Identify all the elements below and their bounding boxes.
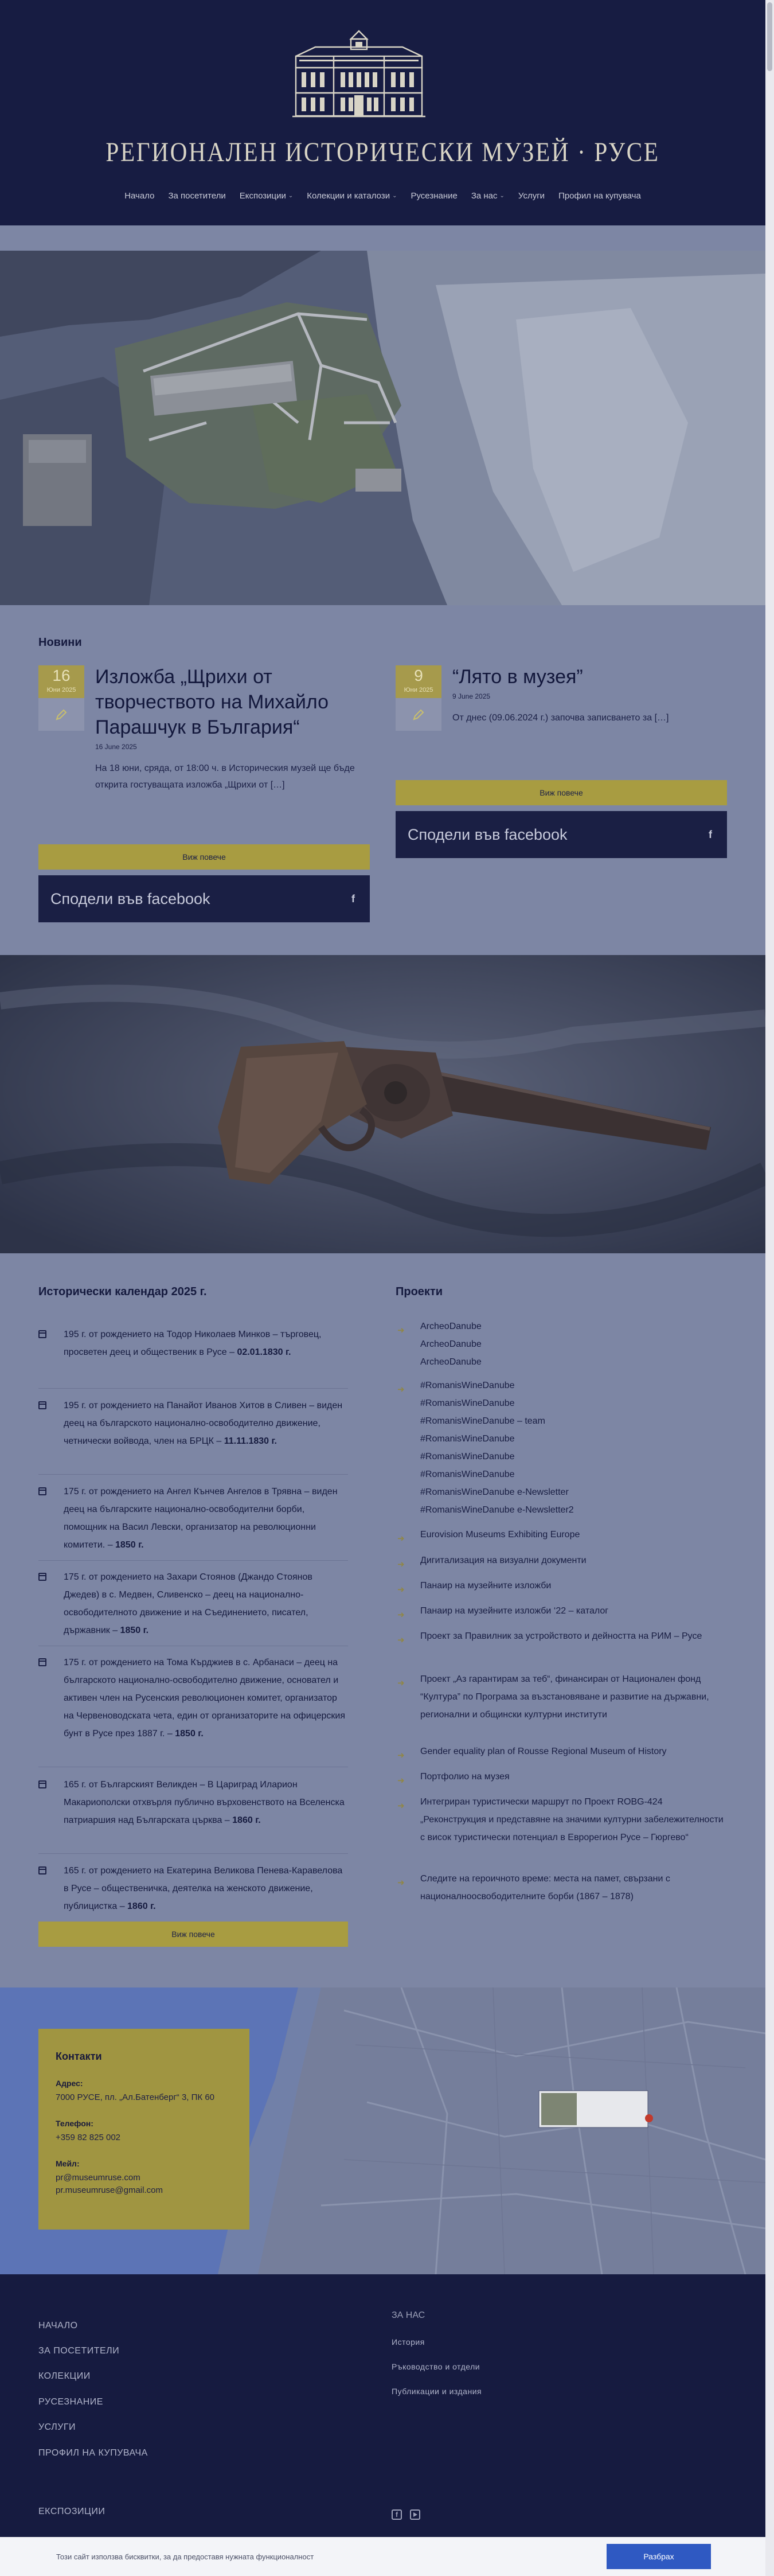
post-month: Юни 2025 bbox=[404, 687, 433, 693]
facebook-share-button[interactable] bbox=[396, 811, 727, 858]
arrow-right-icon: ➜ bbox=[397, 1385, 405, 1394]
calendar-date: 02.01.1830 г. bbox=[237, 1347, 291, 1357]
calendar-icon bbox=[38, 1330, 46, 1338]
arrow-right-icon: ➜ bbox=[397, 1878, 405, 1888]
project-item[interactable] bbox=[397, 1768, 730, 1786]
nav-label: Профил на купувача bbox=[558, 191, 641, 201]
calendar-text: 165 г. от рождението на Екатерина Великова Пенева-Каравелова в Русе – общественичка, деятелка на женското движение, публицистка – bbox=[64, 1866, 343, 1911]
calendar-item bbox=[38, 1862, 348, 1923]
footer-link-publications[interactable]: Публикации и издания bbox=[392, 2387, 482, 2396]
email-value[interactable]: pr@museumruse.com bbox=[56, 2173, 140, 2183]
arrow-right-icon: ➜ bbox=[397, 1801, 405, 1811]
nav-label: Услуги bbox=[518, 191, 545, 201]
hero-revolver-image bbox=[0, 955, 765, 1253]
news-more-button[interactable]: Виж повече bbox=[396, 780, 727, 805]
cookie-text: Този сайт използва бисквитки, за да предоставя нужната функционалност bbox=[56, 2552, 314, 2561]
arrow-right-icon: ➜ bbox=[397, 1635, 405, 1645]
project-item[interactable] bbox=[397, 1627, 730, 1645]
scrollbar-thumb[interactable] bbox=[767, 2, 772, 71]
email-value[interactable]: pr.museumruse@gmail.com bbox=[56, 2185, 163, 2195]
hero-fortress-image bbox=[0, 251, 765, 605]
post-day: 16 bbox=[52, 667, 71, 684]
museum-building-logo[interactable] bbox=[292, 26, 425, 118]
project-link[interactable]: Gender equality plan of Rousse Regional Museum of History bbox=[420, 1747, 667, 1756]
nav-item-about[interactable] bbox=[471, 191, 505, 201]
project-item[interactable] bbox=[397, 1870, 730, 1905]
calendar-text: 195 г. от рождението на Тодор Николаев Минков – търговец, просветен деец и общественик в Русе – bbox=[64, 1330, 322, 1357]
pencil-icon bbox=[412, 708, 425, 722]
project-link[interactable]: #RomanisWineDanube bbox=[420, 1381, 515, 1390]
nav-item-buyer-profile[interactable] bbox=[558, 191, 641, 201]
footer-link-rusenology[interactable]: РУСЕЗНАНИЕ bbox=[38, 2397, 103, 2407]
chevron-down-icon: ⌄ bbox=[499, 193, 505, 199]
post-date: 16 June 2025 bbox=[95, 743, 137, 751]
project-link[interactable]: ArcheoDanube bbox=[420, 1322, 482, 1331]
project-link[interactable]: Следите на героичното време: места на памет, свързани с националноосвободителните борби (1867 – 1878) bbox=[420, 1874, 670, 1901]
calendar-date: 1850 г. bbox=[115, 1540, 144, 1550]
project-item[interactable] bbox=[397, 1602, 730, 1620]
nav-label: Начало bbox=[124, 191, 155, 201]
contacts-box bbox=[38, 2029, 249, 2230]
site-title[interactable]: РЕГИОНАЛЕН ИСТОРИЧЕСКИ МУЗЕЙ · РУСЕ bbox=[105, 137, 660, 167]
calendar-item bbox=[38, 1483, 348, 1561]
main-nav bbox=[0, 191, 765, 201]
nav-item-services[interactable] bbox=[518, 191, 545, 201]
project-link[interactable]: Проект „Аз гарантирам за теб“, финансиран от Национален фонд “Култура” по Програма за възстановяване и развитие на държавни, регионални и общински културни институти bbox=[420, 1674, 709, 1720]
post-excerpt: От днес (09.06.2024 г.) започва записването за […] bbox=[452, 713, 669, 723]
calendar-text: 195 г. от рождението на Панайот Иванов Хитов в Сливен – виден деец на българското национално-освободително движение, четнически войвода, член на БРЦК – bbox=[64, 1401, 343, 1446]
facebook-share-label: Сподели във facebook bbox=[50, 890, 210, 907]
arrow-right-icon: ➜ bbox=[397, 1751, 405, 1760]
project-link[interactable]: #RomanisWineDanube e-Newsletter bbox=[420, 1487, 569, 1497]
arrow-right-icon: ➜ bbox=[397, 1560, 405, 1569]
calendar-date: 1850 г. bbox=[175, 1729, 204, 1739]
footer-link-home[interactable]: НАЧАЛО bbox=[38, 2321, 78, 2331]
project-link[interactable]: ArcheoDanube bbox=[420, 1357, 482, 1367]
project-link[interactable]: Проект за Правилник за устройството и дейността на РИМ – Русе bbox=[420, 1631, 702, 1641]
project-link[interactable]: Портфолио на музея bbox=[420, 1772, 510, 1782]
pencil-icon bbox=[54, 708, 68, 722]
project-group bbox=[397, 1377, 730, 1519]
project-link[interactable]: ArcheoDanube bbox=[420, 1339, 482, 1349]
phone-value[interactable]: +359 82 825 002 bbox=[56, 2133, 121, 2142]
arrow-right-icon: ➜ bbox=[397, 1610, 405, 1620]
calendar-icon bbox=[38, 1487, 46, 1495]
calendar-icon bbox=[38, 1866, 46, 1874]
facebook-icon: f bbox=[709, 828, 712, 840]
project-item[interactable] bbox=[397, 1670, 730, 1724]
calendar-item bbox=[38, 1326, 348, 1389]
project-link[interactable]: #RomanisWineDanube e-Newsletter2 bbox=[420, 1505, 574, 1515]
project-item[interactable] bbox=[397, 1526, 730, 1544]
project-item[interactable] bbox=[397, 1552, 730, 1569]
footer-about-heading[interactable]: ЗА НАС bbox=[392, 2310, 425, 2320]
calendar-date: 1860 г. bbox=[232, 1815, 261, 1825]
youtube-icon[interactable] bbox=[410, 2509, 420, 2520]
post-format-box bbox=[396, 698, 441, 731]
calendar-icon bbox=[38, 1658, 46, 1666]
phone-label: Телефон: bbox=[56, 2119, 93, 2128]
post-title-link[interactable]: Изложба „Щрихи от творчеството на Михайло Парашчук в България“ bbox=[95, 666, 329, 738]
calendar-heading: Исторически календар 2025 г. bbox=[38, 1285, 207, 1298]
projects-heading: Проекти bbox=[396, 1285, 443, 1298]
footer-link-services[interactable]: УСЛУГИ bbox=[38, 2422, 76, 2432]
nav-item-expositions[interactable] bbox=[240, 191, 294, 201]
post-date: 9 June 2025 bbox=[452, 692, 491, 700]
address-value: 7000 РУСЕ, пл. „Ал.Батенберг“ 3, ПК 60 bbox=[56, 2092, 215, 2102]
facebook-share-label: Сподели във facebook bbox=[408, 825, 568, 843]
facebook-share-button[interactable] bbox=[38, 875, 370, 922]
arrow-right-icon: ➜ bbox=[397, 1534, 405, 1544]
nav-item-collections[interactable] bbox=[307, 191, 397, 201]
nav-label: За посетители bbox=[168, 191, 226, 201]
footer-link-history[interactable]: История bbox=[392, 2337, 425, 2347]
post-month: Юни 2025 bbox=[46, 687, 76, 693]
project-link[interactable]: Панаир на музейните изложби ‘22 – каталог bbox=[420, 1606, 609, 1616]
nav-label: Експозиции bbox=[239, 191, 286, 201]
post-date-badge bbox=[396, 665, 441, 698]
project-link[interactable]: Eurovision Museums Exhibiting Europe bbox=[420, 1530, 580, 1540]
facebook-icon: f bbox=[351, 893, 355, 905]
calendar-item bbox=[38, 1654, 348, 1767]
calendar-text: 175 г. от рождението на Захари Стоянов (Джандо Стоянов Джедев) в с. Медвен, Сливенско – деец на национално-освободителното движение и на Съединението, писател, държавник – bbox=[64, 1572, 312, 1635]
post-date-badge bbox=[38, 665, 84, 698]
site-footer bbox=[0, 2274, 765, 2576]
calendar-text: 175 г. от рождението на Тома Кърджиев в с. Арбанаси – деец на българското национално-освободително движение, основател и активен член на Русенския революционен комитет, организатор на Червеноводската чета, един от организаторите на офицерския бунт в Русе през 1887 г. – bbox=[64, 1658, 346, 1739]
facebook-icon[interactable]: f bbox=[392, 2509, 402, 2520]
nav-item-visitors[interactable] bbox=[168, 191, 225, 201]
email-label: Мейл: bbox=[56, 2159, 80, 2168]
news-heading: Новини bbox=[38, 636, 82, 649]
post-title-link[interactable]: “Лято в музея” bbox=[452, 666, 583, 688]
project-link[interactable]: #RomanisWineDanube bbox=[420, 1452, 515, 1462]
post-format-box bbox=[38, 698, 84, 731]
project-link[interactable]: Интегриран туристически маршрут по Проект ROBG-424 „Реконструкция и представяне на значими културни забележителности с висок туристически потенциал в Еврорегион Русе – Гюргево“ bbox=[420, 1797, 724, 1842]
footer-link-buyer-profile[interactable]: ПРОФИЛ НА КУПУВАЧА bbox=[38, 2448, 148, 2458]
arrow-right-icon: ➜ bbox=[397, 1678, 405, 1688]
calendar-text: 165 г. от Българският Великден – В Цариград Иларион Макариополски отхвърля публично върховенството на Вселенска патриаршия над Българската църква – bbox=[64, 1780, 345, 1825]
project-item[interactable] bbox=[397, 1577, 730, 1595]
project-group bbox=[397, 1318, 730, 1371]
page-scrollbar[interactable] bbox=[765, 0, 774, 2576]
calendar-date: 11.11.1830 г. bbox=[224, 1436, 277, 1446]
project-link[interactable]: #RomanisWineDanube – team bbox=[420, 1416, 545, 1426]
footer-link-collections[interactable]: КОЛЕКЦИИ bbox=[38, 2371, 91, 2381]
address-label: Адрес: bbox=[56, 2079, 83, 2088]
nav-label: Русезнание bbox=[411, 191, 458, 201]
news-more-button[interactable]: Виж повече bbox=[38, 844, 370, 870]
calendar-text: 175 г. от рождението на Ангел Кънчев Ангелов в Трявна – виден деец на българските национално-освободителни борби, помощник на Васил Левски, организатор на революционни комитети. – bbox=[64, 1487, 338, 1550]
arrow-right-icon: ➜ bbox=[397, 1776, 405, 1786]
project-item[interactable] bbox=[397, 1793, 730, 1846]
footer-link-management[interactable]: Ръководство и отдели bbox=[392, 2362, 480, 2371]
calendar-item bbox=[38, 1397, 348, 1475]
nav-item-rusenology[interactable] bbox=[411, 191, 457, 201]
project-link[interactable]: Панаир на музейните изложби bbox=[420, 1581, 552, 1591]
calendar-more-button[interactable]: Виж повече bbox=[38, 1922, 348, 1947]
calendar-item bbox=[38, 1568, 348, 1646]
footer-link-visitors[interactable]: ЗА ПОСЕТИТЕЛИ bbox=[38, 2346, 120, 2356]
calendar-item bbox=[38, 1776, 348, 1854]
chevron-down-icon: ⌄ bbox=[288, 193, 294, 199]
project-link[interactable]: #RomanisWineDanube bbox=[420, 1434, 515, 1444]
nav-label: За нас bbox=[471, 191, 498, 201]
arrow-right-icon: ➜ bbox=[397, 1326, 405, 1335]
project-link[interactable]: #RomanisWineDanube bbox=[420, 1470, 515, 1479]
footer-link-expositions[interactable]: ЕКСПОЗИЦИИ bbox=[38, 2507, 105, 2516]
site-header bbox=[0, 0, 765, 225]
post-day: 9 bbox=[414, 667, 423, 684]
project-link[interactable]: #RomanisWineDanube bbox=[420, 1398, 515, 1408]
nav-item-home[interactable] bbox=[124, 191, 154, 201]
post-excerpt: На 18 юни, сряда, от 18:00 ч. в Историческия музей ще бъде открита гостуващата изложба „Щрихи от […] bbox=[95, 763, 355, 790]
arrow-right-icon: ➜ bbox=[397, 1585, 405, 1595]
chevron-down-icon: ⌄ bbox=[392, 193, 397, 199]
calendar-icon bbox=[38, 1401, 46, 1409]
calendar-projects-section bbox=[0, 1253, 765, 1987]
calendar-date: 1860 г. bbox=[127, 1901, 156, 1911]
project-item[interactable] bbox=[397, 1743, 730, 1760]
calendar-icon bbox=[38, 1573, 46, 1581]
calendar-icon bbox=[38, 1780, 46, 1788]
nav-label: Колекции и каталози bbox=[307, 191, 390, 201]
calendar-date: 1850 г. bbox=[120, 1626, 149, 1635]
cookie-accept-button[interactable]: Разбрах bbox=[607, 2544, 711, 2569]
project-link[interactable]: Дигитализация на визуални документи bbox=[420, 1556, 587, 1565]
news-section bbox=[0, 605, 765, 955]
contacts-heading: Контакти bbox=[56, 2051, 102, 2062]
cookie-banner bbox=[0, 2537, 765, 2576]
